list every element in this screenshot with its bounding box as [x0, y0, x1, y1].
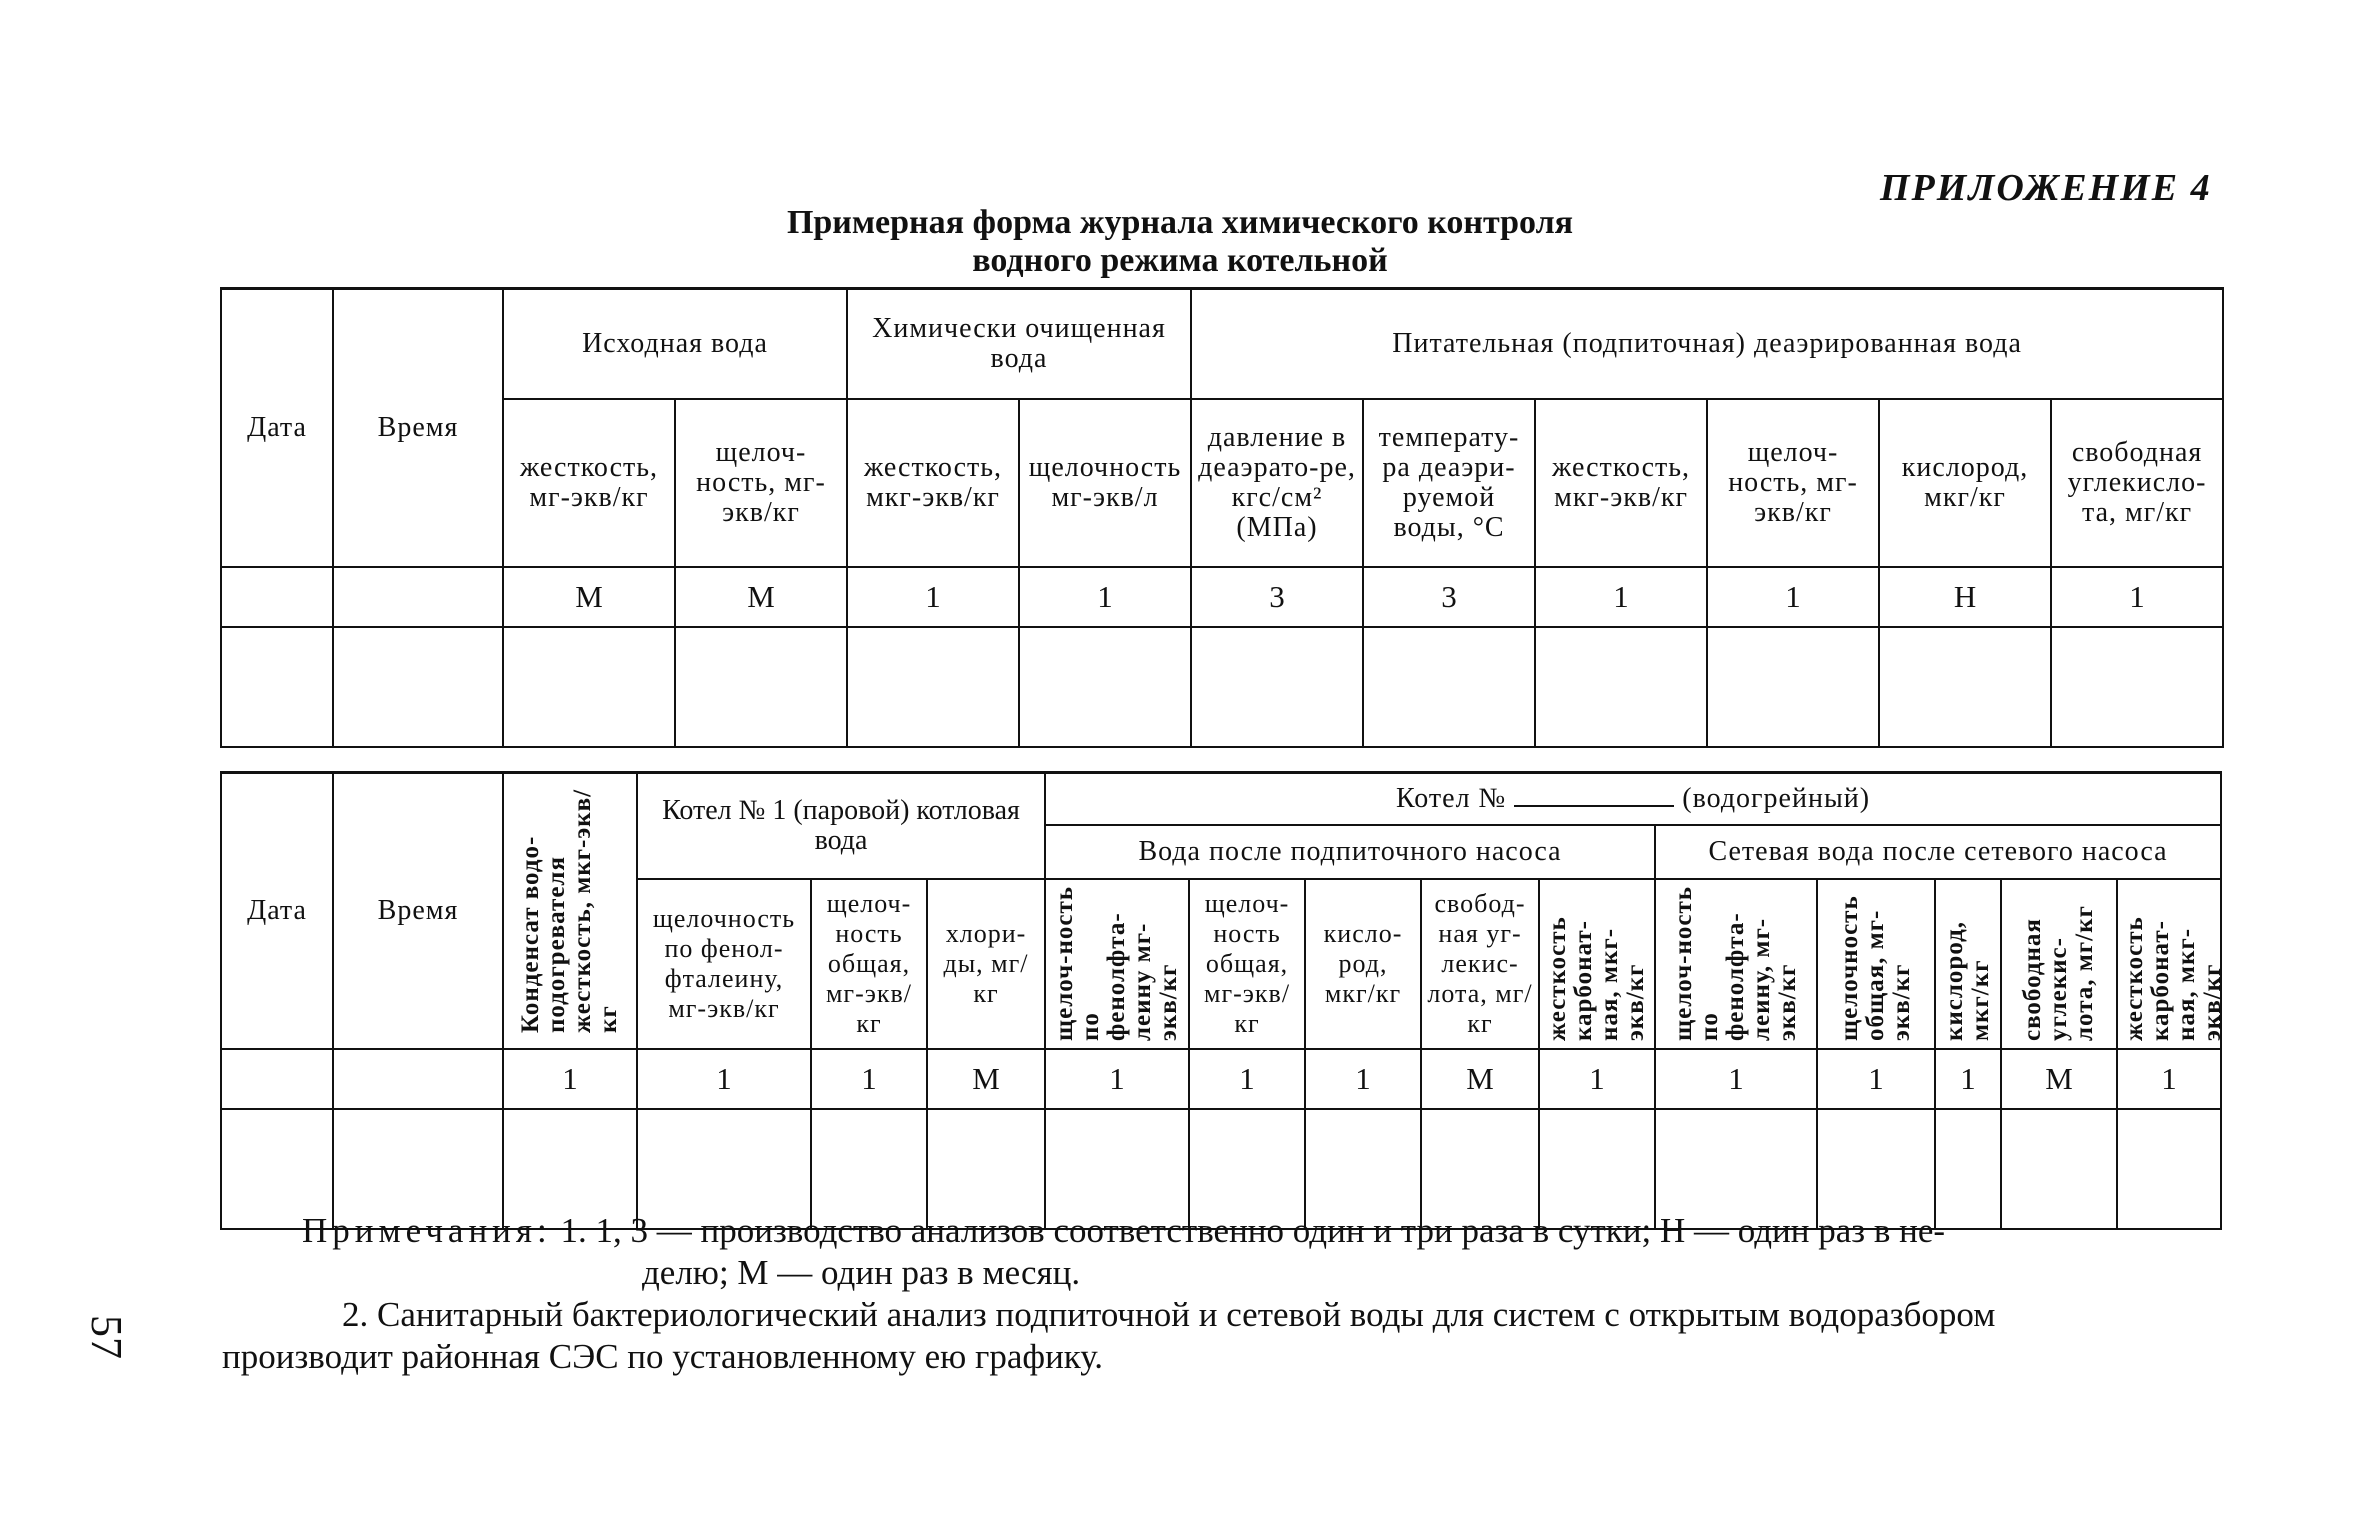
t2-nw-col-4: свободная углекис-лота, мг/кг [2001, 879, 2117, 1049]
t1-freq-8: 1 [1707, 567, 1879, 627]
t2-hot-boiler-header [1045, 773, 2221, 825]
t2-date-header: Дата [221, 773, 333, 1049]
t1-blank-cell[interactable] [221, 627, 333, 747]
t1-freq-9: Н [1879, 567, 2051, 627]
t1-col-9: кислород, мкг/кг [1879, 399, 2051, 567]
t2-nw-col-3: кислород, мкг/кг [1935, 879, 2001, 1049]
t1-freq-date [221, 567, 333, 627]
t1-freq-7: 1 [1535, 567, 1707, 627]
t1-chem-water-header: Химически очищенная вода [847, 289, 1191, 399]
t2-network-header: Сетевая вода после сетевого насоса [1655, 825, 2221, 879]
t1-frequency-row [221, 567, 2223, 627]
t1-date-header: Дата [221, 289, 333, 567]
page-number: 57 [82, 1315, 131, 1359]
t2-b1-col-3: хлори-ды, мг/кг [927, 879, 1045, 1049]
notes [222, 1210, 2222, 1378]
t1-col-3: жесткость, мкг-экв/кг [847, 399, 1019, 567]
t2-freq-7: 1 [1305, 1049, 1421, 1109]
t1-freq-time [333, 567, 503, 627]
t2-freq-6: 1 [1189, 1049, 1305, 1109]
t2-freq-13: М [2001, 1049, 2117, 1109]
title-line-2: водного режима котельной [972, 242, 1388, 279]
t1-col-6: температу-ра деаэри-руемой воды, °С [1363, 399, 1535, 567]
t2-nw-col-1: щелоч-ность по фенолфта-леину, мг-экв/кг [1655, 879, 1817, 1049]
t2-freq-date [221, 1049, 333, 1109]
t2-mk-col-3: кисло-род, мкг/кг [1305, 879, 1421, 1049]
t2-freq-14: 1 [2117, 1049, 2221, 1109]
t1-blank-cell[interactable] [503, 627, 675, 747]
t2-frequency-row [221, 1049, 2221, 1109]
appendix-label: ПРИЛОЖЕНИЕ 4 [1880, 167, 2212, 209]
t1-freq-5: 3 [1191, 567, 1363, 627]
page-title [700, 204, 1660, 280]
t2-mk-col-1: щелоч-ность по фенолфта-леину мг-экв/кг [1045, 879, 1189, 1049]
t1-col-2: щелоч-ность, мг-экв/кг [675, 399, 847, 567]
t2-hot-boiler-prefix: Котел № [1396, 783, 1507, 815]
t1-blank-row [221, 627, 2223, 747]
t1-source-water-header: Исходная вода [503, 289, 847, 399]
t2-condensate-header: Конденсат водо-подогревателя жесткость, мкг-экв/кг [503, 773, 637, 1049]
t2-freq-4: М [927, 1049, 1045, 1109]
t1-col-8: щелоч-ность, мг-экв/кг [1707, 399, 1879, 567]
t2-b1-col-1: щелочность по фенол-фталеину, мг-экв/кг [637, 879, 811, 1049]
t2-time-header: Время [333, 773, 503, 1049]
t1-freq-10: 1 [2051, 567, 2223, 627]
t1-time-header: Время [333, 289, 503, 567]
t1-freq-1: М [503, 567, 675, 627]
note-1-text: 1. 1, 3 — производство анализов соответственно один и три раза в сутки; Н — один раз в не- [560, 1211, 1946, 1250]
t2-boiler1-header: Котел № 1 (паровой) котловая вода [637, 773, 1045, 879]
t2-freq-time [333, 1049, 503, 1109]
note-1-continuation: делю; М — один раз в месяц. [642, 1253, 1081, 1292]
t2-freq-12: 1 [1935, 1049, 2001, 1109]
t1-blank-cell[interactable] [2051, 627, 2223, 747]
t1-freq-4: 1 [1019, 567, 1191, 627]
t2-b1-col-2: щелоч-ность общая, мг-экв/кг [811, 879, 927, 1049]
t1-blank-cell[interactable] [1191, 627, 1363, 747]
t2-nw-col-5: жесткость карбонат-ная, мкг-экв/кг [2117, 879, 2221, 1049]
journal-table-1 [220, 287, 2224, 748]
t2-freq-8: М [1421, 1049, 1539, 1109]
t2-freq-10: 1 [1655, 1049, 1817, 1109]
journal-table-2 [220, 771, 2227, 1230]
t1-blank-cell[interactable] [1879, 627, 2051, 747]
t2-nw-col-2: щелочность общая, мг-экв/кг [1817, 879, 1935, 1049]
t2-makeup-header: Вода после подпиточного насоса [1045, 825, 1655, 879]
t2-freq-2: 1 [637, 1049, 811, 1109]
t1-col-7: жесткость, мкг-экв/кг [1535, 399, 1707, 567]
title-line-1: Примерная форма журнала химического контроля [786, 204, 1574, 241]
t1-freq-3: 1 [847, 567, 1019, 627]
t2-mk-col-2: щелоч-ность общая, мг-экв/кг [1189, 879, 1305, 1049]
t1-col-4: щелочность мг-экв/л [1019, 399, 1191, 567]
t1-blank-cell[interactable] [847, 627, 1019, 747]
t1-blank-cell[interactable] [1019, 627, 1191, 747]
t2-freq-1: 1 [503, 1049, 637, 1109]
note-2: 2. Санитарный бактериологический анализ подпиточной и сетевой воды для систем с открытым водоразбором [342, 1295, 1996, 1334]
t1-blank-cell[interactable] [1707, 627, 1879, 747]
t1-freq-2: М [675, 567, 847, 627]
t2-hot-boiler-suffix: (водогрейный) [1682, 783, 1871, 815]
t2-mk-col-4: свобод-ная уг-лекис-лота, мг/кг [1421, 879, 1539, 1049]
t2-freq-11: 1 [1817, 1049, 1935, 1109]
t1-blank-cell[interactable] [1363, 627, 1535, 747]
t1-col-1: жесткость, мг-экв/кг [503, 399, 675, 567]
t2-freq-5: 1 [1045, 1049, 1189, 1109]
t2-freq-9: 1 [1539, 1049, 1655, 1109]
t2-mk-col-5: жесткость карбонат-ная, мкг-экв/кг [1539, 879, 1655, 1049]
t1-col-5: давление в деаэрато-ре, кгс/см² (МПа) [1191, 399, 1363, 567]
t1-blank-cell[interactable] [675, 627, 847, 747]
t2-freq-3: 1 [811, 1049, 927, 1109]
t1-freq-6: 3 [1363, 567, 1535, 627]
notes-label: Примечания: [302, 1211, 552, 1250]
t1-col-10: свободная углекисло-та, мг/кг [2051, 399, 2223, 567]
t1-feed-water-header: Питательная (подпиточная) деаэрированная вода [1191, 289, 2223, 399]
t1-blank-cell[interactable] [333, 627, 503, 747]
note-2-continuation: производит районная СЭС по установленному ею графику. [222, 1337, 1104, 1376]
note-1 [222, 1210, 2222, 1252]
t1-blank-cell[interactable] [1535, 627, 1707, 747]
